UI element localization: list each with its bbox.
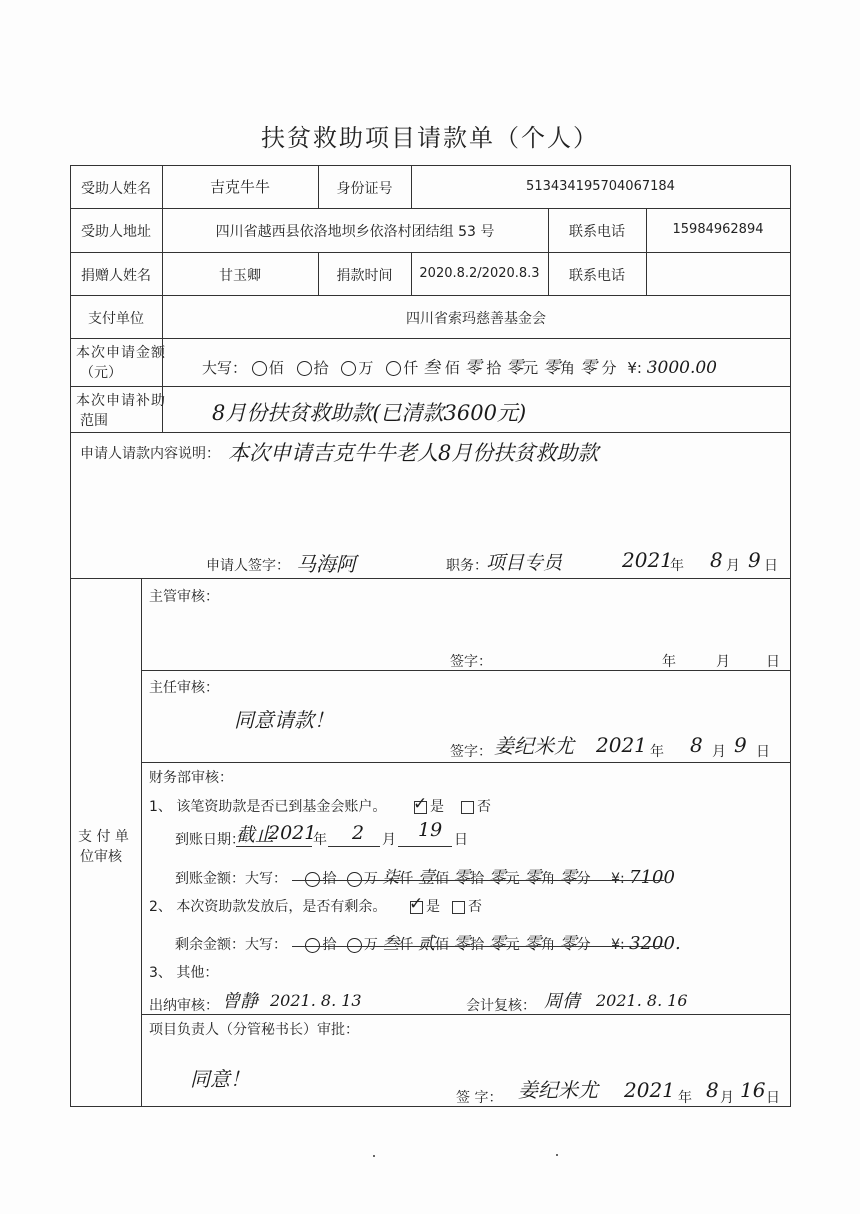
q2-no-option[interactable] bbox=[452, 896, 482, 916]
q2-yes-option[interactable] bbox=[409, 893, 440, 916]
id-number-value: 513434195704067184 bbox=[526, 179, 675, 194]
hw-qian-digit: 叁 bbox=[382, 934, 400, 954]
void-circle-mark bbox=[305, 872, 320, 887]
month-label: 月 bbox=[716, 654, 730, 670]
year-label: 年 bbox=[670, 558, 684, 574]
month-label: 月 bbox=[726, 558, 740, 574]
month-label: 月 bbox=[712, 744, 726, 760]
arrival-amount-row bbox=[175, 863, 675, 888]
unit-bai: 佰 bbox=[434, 937, 449, 953]
unit-wan: 万 bbox=[363, 871, 378, 887]
hw-yuan-digit: 零 bbox=[488, 934, 506, 954]
donor-phone-label: 联系电话 bbox=[569, 268, 625, 284]
yen-label: ¥: bbox=[611, 871, 625, 887]
yen-label: ¥: bbox=[611, 937, 625, 953]
unit-jiao: 角 bbox=[541, 871, 556, 887]
finance-q2: 2、 本次资助款发放后，是否有剩余。 bbox=[149, 899, 387, 915]
payment-unit-label: 支付单位 bbox=[88, 311, 144, 327]
unit-qian: 仟 bbox=[399, 871, 414, 887]
hw-remaining-amount-number: 3200. bbox=[629, 933, 681, 954]
hw-bai-digit: 壹 bbox=[417, 868, 435, 888]
request-amount-label-line1: 本次申请金额 bbox=[76, 345, 166, 361]
donor-name-label: 捐赠人姓名 bbox=[81, 268, 151, 284]
hw-shi-digit: 零 bbox=[453, 934, 471, 954]
arrival-date-month: 2 bbox=[352, 822, 365, 844]
cashier-review-label: 出纳审核： bbox=[149, 998, 219, 1014]
remaining-amount-label: 剩余金额：大写： bbox=[175, 937, 287, 953]
void-circle-mark bbox=[252, 361, 267, 376]
month-label: 月 bbox=[720, 1090, 734, 1106]
unit-yuan: 元 bbox=[523, 359, 539, 377]
hw-bai-digit: 零 bbox=[464, 358, 482, 378]
hw-arrival-amount-number: 7100 bbox=[629, 867, 675, 888]
cashier-signature: 曾静 bbox=[222, 991, 258, 1012]
arrival-date-prefix: 截止 bbox=[236, 824, 275, 846]
project-leader-signature: 姜纪米尤 bbox=[518, 1078, 598, 1102]
recipient-phone-value: 15984962894 bbox=[672, 222, 764, 237]
request-explanation-label: 申请人请款内容说明： bbox=[80, 446, 220, 462]
request-amount-row bbox=[202, 353, 717, 378]
applicant-date-day: 9 bbox=[748, 548, 761, 572]
director-comment: 同意请款！ bbox=[234, 708, 334, 732]
checkbox-checked[interactable]: ✓ bbox=[413, 793, 428, 814]
checkbox-checked[interactable]: ✓ bbox=[409, 893, 424, 914]
finance-q3: 3、 其他： bbox=[149, 965, 219, 981]
post-value: 项目专员 bbox=[486, 552, 563, 574]
supervisor-review-label: 主管审核： bbox=[149, 589, 219, 605]
request-explanation-content: 本次申请吉克牛牛老人8月份扶贫救助款 bbox=[228, 441, 599, 465]
unit-shi: 拾 bbox=[322, 937, 337, 953]
director-date-day: 9 bbox=[734, 733, 747, 757]
unit-bai: 佰 bbox=[434, 871, 449, 887]
accountant-date: 2021. 8. 16 bbox=[596, 991, 688, 1010]
subsidy-scope-label-line1: 本次申请补助 bbox=[76, 393, 166, 409]
finance-review-label: 财务部审核： bbox=[149, 770, 233, 786]
unit-yuan: 元 bbox=[505, 871, 520, 887]
payment-unit-value: 四川省索玛慈善基金会 bbox=[406, 311, 546, 327]
void-circle-mark bbox=[341, 361, 356, 376]
hw-jiao-digit: 零 bbox=[524, 934, 542, 954]
form-title: 扶贫救助项目请款单（个人） bbox=[261, 124, 599, 152]
no-label: 否 bbox=[468, 899, 482, 915]
year-label: 年 bbox=[650, 744, 664, 760]
recipient-address-label: 受助人地址 bbox=[81, 224, 151, 240]
project-leader-sign-label: 签 字： bbox=[456, 1090, 503, 1106]
checkbox-unchecked[interactable] bbox=[461, 801, 474, 814]
void-circle-mark bbox=[386, 361, 401, 376]
hw-yuan-digit: 零 bbox=[542, 358, 560, 378]
recipient-phone-label: 联系电话 bbox=[569, 224, 625, 240]
unit-shi-2: 拾 bbox=[470, 871, 485, 887]
day-label: 日 bbox=[756, 744, 770, 760]
q1-no-option[interactable] bbox=[461, 796, 491, 816]
payment-review-side-label-line2: 位审核 bbox=[80, 849, 122, 865]
month-label: 月 bbox=[382, 832, 396, 848]
director-date-month: 8 bbox=[690, 733, 703, 757]
director-sign-label: 签字： bbox=[450, 744, 492, 760]
hw-qian-digit: 叁 bbox=[422, 358, 440, 378]
subsidy-scope-label-line2: 范围 bbox=[80, 413, 108, 429]
void-circle-mark bbox=[297, 361, 312, 376]
day-label: 日 bbox=[766, 1090, 780, 1106]
hw-shi-digit: 零 bbox=[506, 358, 524, 378]
year-label: 年 bbox=[678, 1090, 692, 1106]
void-circle-mark bbox=[347, 938, 362, 953]
void-circle-mark bbox=[347, 872, 362, 887]
post-label: 职务： bbox=[446, 558, 488, 574]
year-label: 年 bbox=[662, 654, 676, 670]
yes-label: 是 bbox=[430, 799, 444, 815]
supervisor-sign-label: 签字： bbox=[450, 654, 492, 670]
no-label: 否 bbox=[477, 799, 491, 815]
recipient-address-value: 四川省越西县依洛地坝乡依洛村团结组 53 号 bbox=[215, 224, 495, 240]
arrival-date-day: 19 bbox=[418, 819, 443, 841]
unit-bai: 佰 bbox=[268, 359, 284, 377]
remaining-amount-row bbox=[175, 929, 681, 954]
donor-name-value: 甘玉卿 bbox=[219, 268, 261, 284]
arrival-amount-label: 到账金额：大写： bbox=[175, 871, 287, 887]
project-leader-comment: 同意！ bbox=[190, 1067, 250, 1091]
hw-yuan-digit: 零 bbox=[488, 868, 506, 888]
donation-time-label: 捐款时间 bbox=[336, 268, 393, 284]
unit-shi-2: 拾 bbox=[470, 937, 485, 953]
scan-speck bbox=[556, 1154, 558, 1156]
hw-fen-digit: 零 bbox=[559, 868, 577, 888]
unit-wan: 万 bbox=[363, 937, 378, 953]
applicant-date-year: 2021 bbox=[622, 548, 673, 572]
applicant-signature: 马海阿 bbox=[296, 552, 356, 576]
unit-qian: 仟 bbox=[403, 359, 419, 377]
hw-jiao-digit: 零 bbox=[524, 868, 542, 888]
recipient-name-value: 吉克牛牛 bbox=[209, 178, 270, 196]
unit-qian: 仟 bbox=[399, 937, 414, 953]
unit-wan: 万 bbox=[358, 359, 374, 377]
accountant-review-label: 会计复核： bbox=[466, 998, 536, 1014]
director-signature: 姜纪米尤 bbox=[494, 734, 574, 758]
day-label: 日 bbox=[764, 558, 778, 574]
unit-fen: 分 bbox=[601, 359, 617, 377]
director-date-year: 2021 bbox=[596, 733, 647, 757]
project-leader-date-year: 2021 bbox=[624, 1078, 675, 1102]
project-leader-date-month: 8 bbox=[706, 1078, 719, 1102]
void-circle-mark bbox=[305, 938, 320, 953]
yen-label: ¥: bbox=[627, 359, 642, 377]
applicant-sign-label: 申请人签字： bbox=[206, 558, 290, 574]
hw-bai-digit: 贰 bbox=[417, 934, 435, 954]
project-leader-review-label: 项目负责人（分管秘书长）审批： bbox=[149, 1022, 359, 1038]
hw-qian-digit: 柒 bbox=[382, 868, 400, 888]
applicant-date-month: 8 bbox=[710, 548, 723, 572]
request-amount-label-line2: （元） bbox=[80, 365, 122, 381]
hw-jiao-digit: 零 bbox=[579, 358, 597, 378]
scan-speck bbox=[373, 1155, 375, 1157]
recipient-name-label: 受助人姓名 bbox=[81, 181, 151, 197]
arrival-date-year: 2021 bbox=[268, 822, 317, 844]
unit-fen: 分 bbox=[576, 871, 591, 887]
unit-jiao: 角 bbox=[559, 359, 575, 377]
project-leader-date-day: 16 bbox=[740, 1078, 766, 1102]
director-review-label: 主任审核： bbox=[149, 680, 219, 696]
day-label: 日 bbox=[766, 654, 780, 670]
unit-bai-2: 佰 bbox=[444, 359, 460, 377]
arrival-date-label: 到账日期： bbox=[175, 832, 245, 848]
hw-fen-digit: 零 bbox=[559, 934, 577, 954]
unit-yuan: 元 bbox=[505, 937, 520, 953]
unit-shi-2: 拾 bbox=[486, 359, 502, 377]
unit-jiao: 角 bbox=[541, 937, 556, 953]
daxie-label: 大写： bbox=[202, 359, 248, 377]
cashier-date: 2021. 8. 13 bbox=[270, 991, 362, 1010]
checkbox-unchecked[interactable] bbox=[452, 901, 465, 914]
day-label: 日 bbox=[454, 832, 468, 848]
payment-review-side-label-line1: 支 付 单 bbox=[78, 829, 129, 845]
subsidy-scope-value: 8月份扶贫救助款(已清款3600元) bbox=[212, 401, 527, 425]
id-number-label: 身份证号 bbox=[336, 181, 393, 197]
donation-time-value: 2020.8.2/2020.8.3 bbox=[419, 266, 540, 281]
year-label: 年 bbox=[313, 832, 327, 848]
q1-yes-option[interactable] bbox=[413, 793, 444, 816]
unit-shi: 拾 bbox=[313, 359, 329, 377]
hw-shi-digit: 零 bbox=[453, 868, 471, 888]
finance-q1: 1、 该笔资助款是否已到基金会账户。 bbox=[149, 799, 387, 815]
unit-fen: 分 bbox=[576, 937, 591, 953]
hw-amount-number: 3000.00 bbox=[646, 358, 718, 378]
yes-label: 是 bbox=[426, 899, 440, 915]
unit-shi: 拾 bbox=[322, 871, 337, 887]
accountant-signature: 周倩 bbox=[544, 991, 580, 1012]
